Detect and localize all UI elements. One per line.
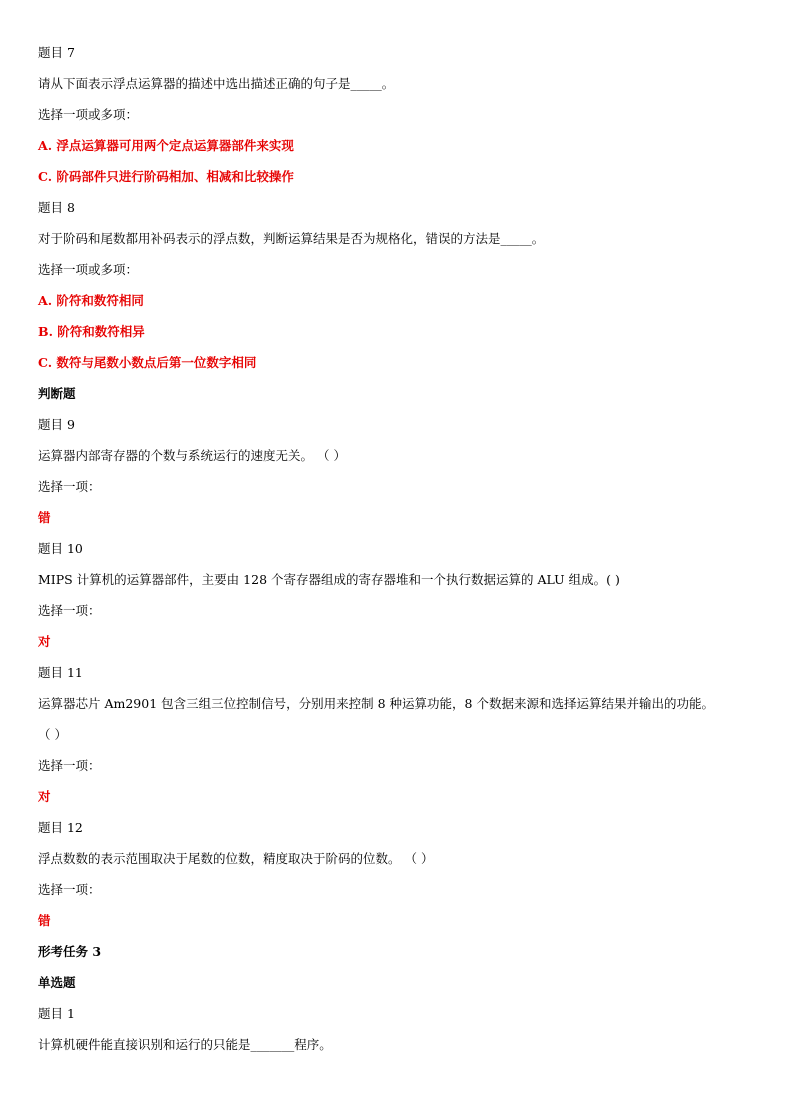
text-line: 对于阶码和尾数都用补码表示的浮点数，判断运算结果是否为规格化，错误的方法是_____。: [38, 231, 545, 246]
text-line: 运算器芯片 Am2901 包含三组三位控制信号，分别用来控制 8 种运算功能，8 个数据来源和选择运算结果并输出的功能。: [38, 696, 714, 711]
text-line: 计算机硬件能直接识别和运行的只能是_______程序。: [38, 1037, 332, 1052]
text-line: 选择一项或多项：: [38, 107, 139, 122]
answer-line: A. 阶符和数符相同: [38, 293, 144, 308]
answer-line: 对: [38, 789, 51, 804]
text-line: 题目 11: [38, 665, 83, 680]
text-line: 题目 12: [38, 820, 83, 835]
text-line: （ ）: [38, 727, 67, 742]
text-line: 请从下面表示浮点运算器的描述中选出描述正确的句子是_____。: [38, 76, 395, 91]
text-line: 题目 10: [38, 541, 83, 556]
answer-line: C. 阶码部件只进行阶码相加、相减和比较操作: [38, 169, 294, 184]
text-line: 选择一项：: [38, 479, 101, 494]
answer-line: C. 数符与尾数小数点后第一位数字相同: [38, 355, 257, 370]
answer-line: B. 阶符和数符相异: [38, 324, 145, 339]
text-line: 题目 8: [38, 200, 75, 215]
section-heading: 判断题: [38, 386, 76, 401]
text-line: 题目 7: [38, 45, 75, 60]
text-line: 选择一项：: [38, 882, 101, 897]
text-line: 题目 1: [38, 1006, 75, 1021]
text-line: 浮点数数的表示范围取决于尾数的位数，精度取决于阶码的位数。 （ ）: [38, 851, 434, 866]
answer-line: 错: [38, 510, 51, 525]
answer-line: 错: [38, 913, 51, 928]
text-line: 选择一项：: [38, 758, 101, 773]
section-heading: 形考任务 3: [38, 944, 102, 959]
text-line: MIPS 计算机的运算器部件，主要由 128 个寄存器组成的寄存器堆和一个执行数据运算的 ALU 组成。( ): [38, 572, 620, 587]
text-line: 选择一项或多项：: [38, 262, 139, 277]
section-heading: 单选题: [38, 975, 76, 990]
answer-line: 对: [38, 634, 51, 649]
answer-line: A. 浮点运算器可用两个定点运算器部件来实现: [38, 138, 294, 153]
text-line: 运算器内部寄存器的个数与系统运行的速度无关。 （ ）: [38, 448, 346, 463]
text-line: 题目 9: [38, 417, 75, 432]
text-line: 选择一项：: [38, 603, 101, 618]
